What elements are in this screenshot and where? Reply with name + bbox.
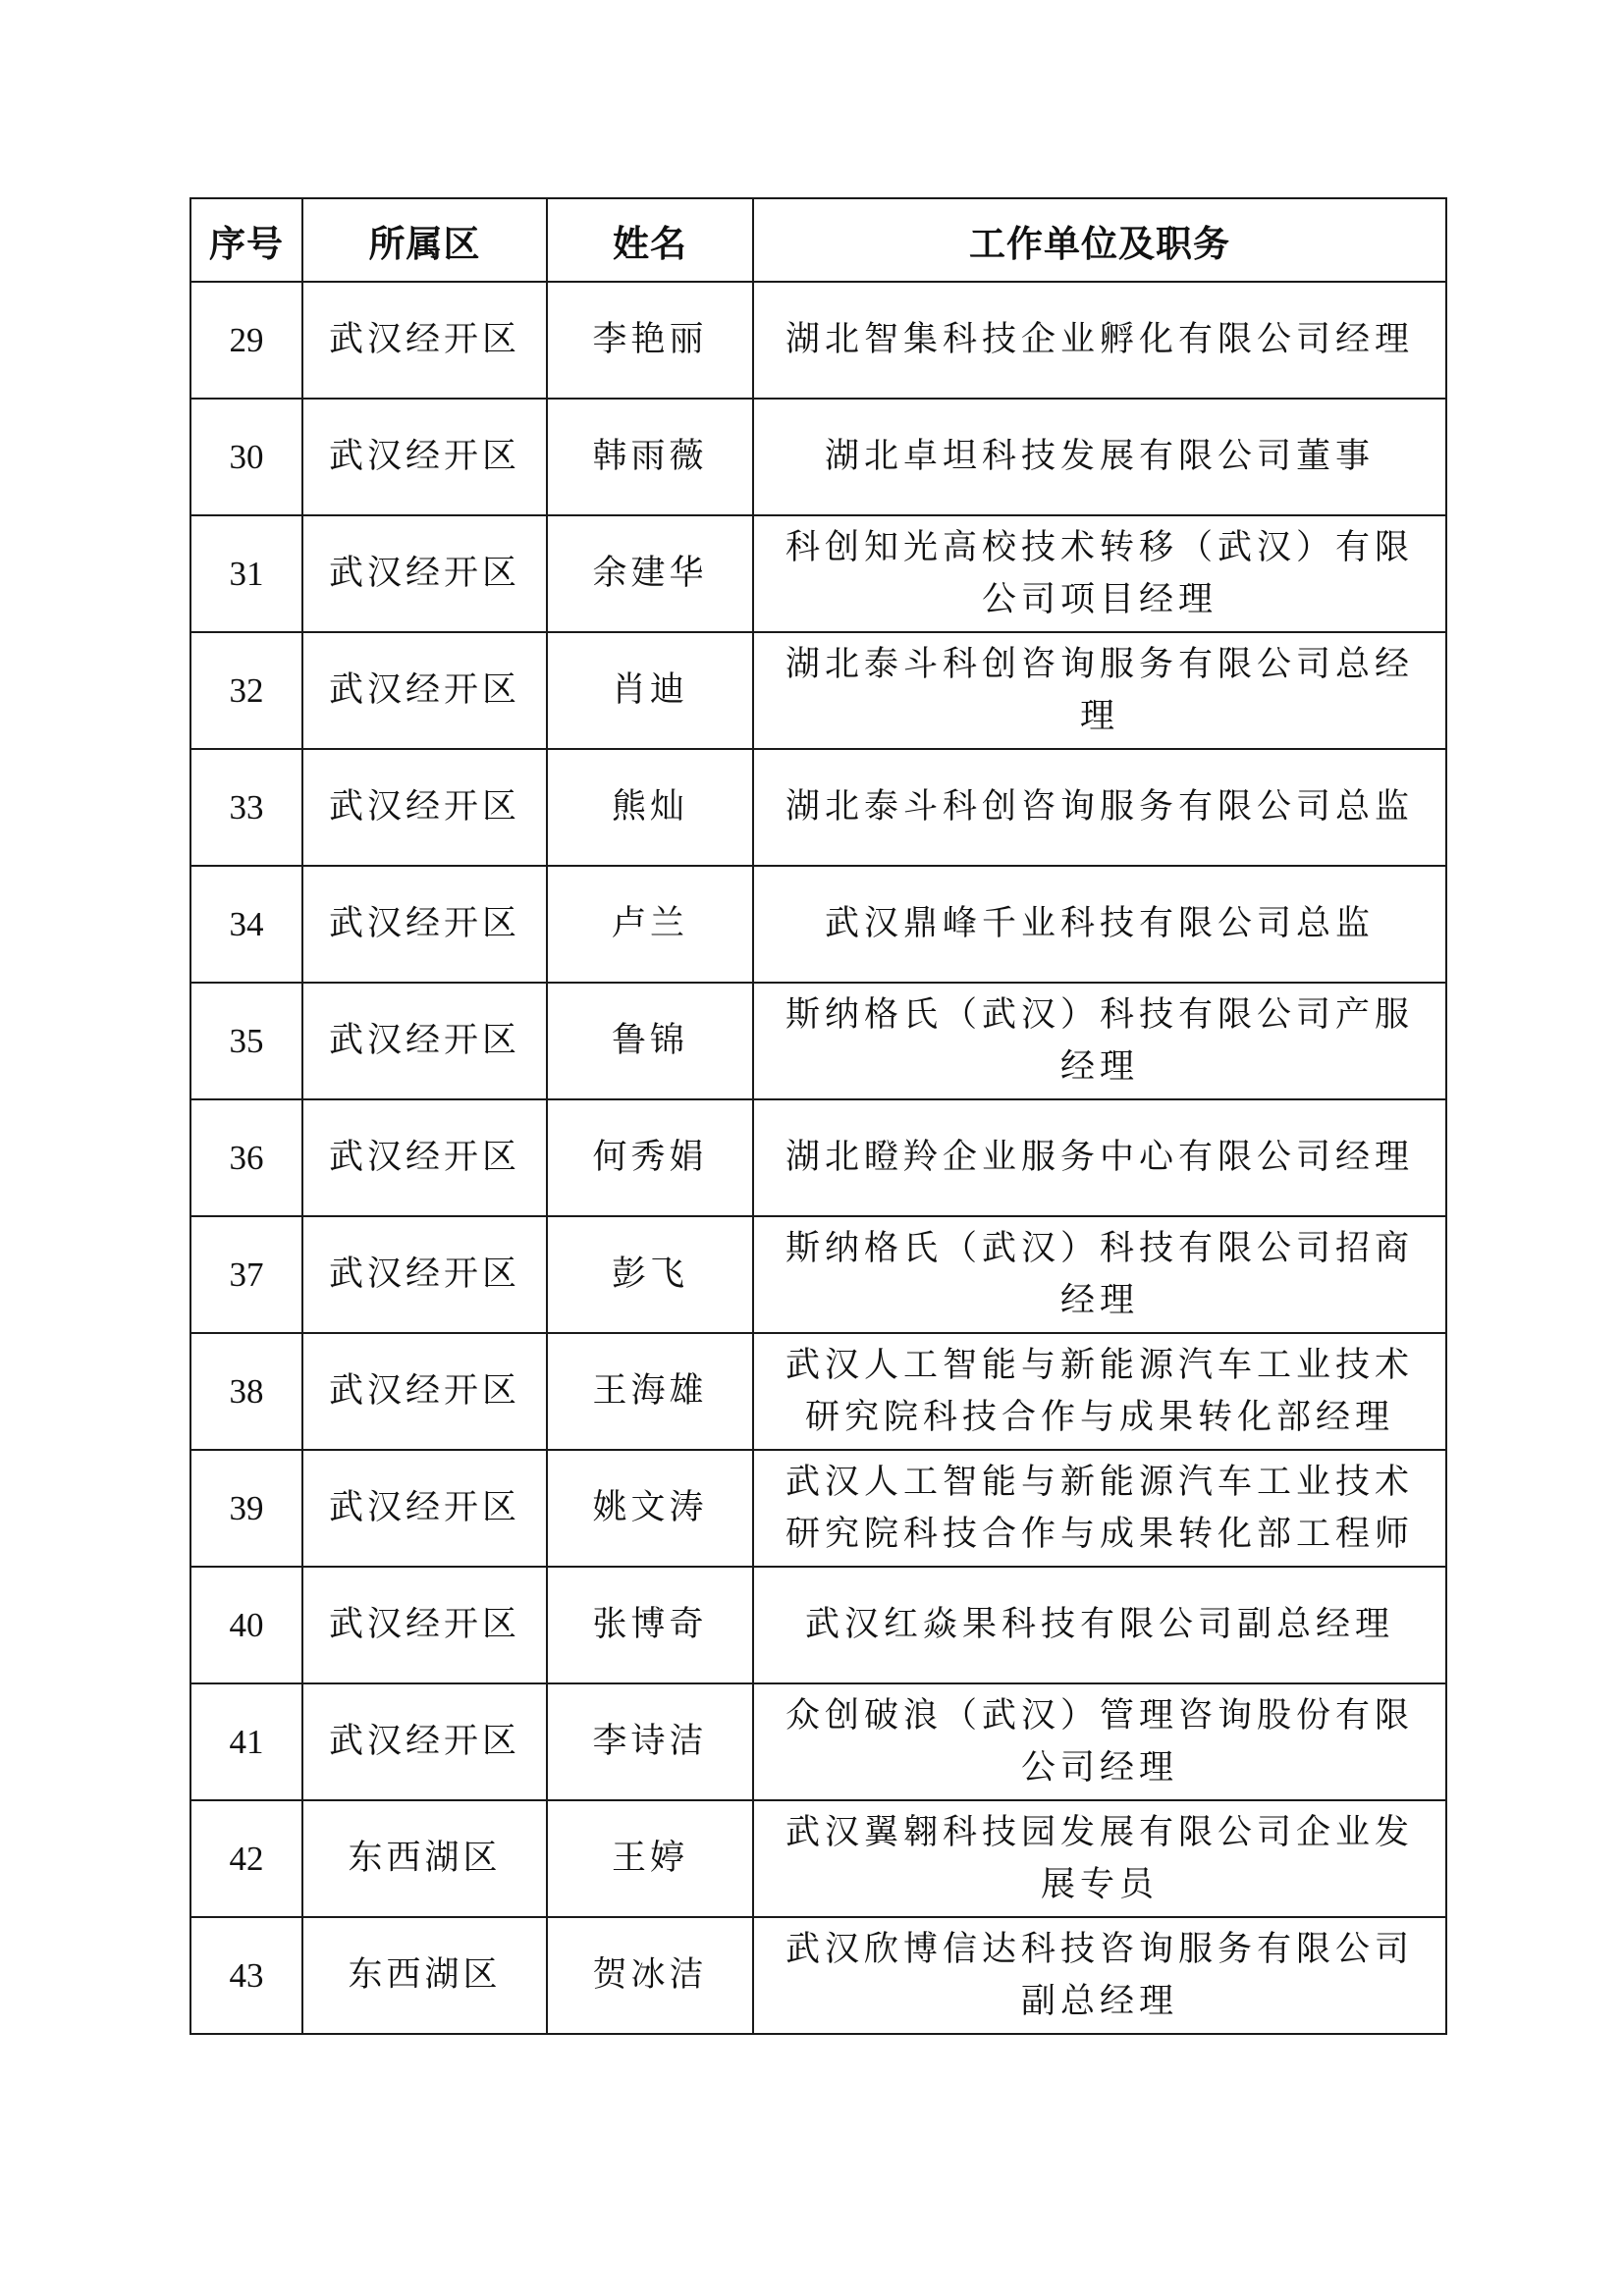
- table-header-row: [190, 198, 1446, 282]
- row-district: 武汉经开区: [302, 1683, 547, 1800]
- row-number: 38: [190, 1333, 302, 1450]
- row-unit: 湖北瞪羚企业服务中心有限公司经理: [753, 1099, 1446, 1216]
- row-district: 武汉经开区: [302, 282, 547, 399]
- row-name: 王婷: [547, 1800, 753, 1917]
- table-row: [190, 749, 1446, 866]
- row-unit: 武汉翼翱科技园发展有限公司企业发展专员: [753, 1800, 1446, 1917]
- row-unit: 武汉人工智能与新能源汽车工业技术研究院科技合作与成果转化部经理: [753, 1333, 1446, 1450]
- row-unit: 武汉欣博信达科技咨询服务有限公司副总经理: [753, 1917, 1446, 2034]
- header-unit: 工作单位及职务: [753, 198, 1446, 282]
- roster-table: [189, 197, 1447, 2035]
- row-district: 武汉经开区: [302, 983, 547, 1099]
- row-unit: 武汉鼎峰千业科技有限公司总监: [753, 866, 1446, 983]
- table-row: [190, 1917, 1446, 2034]
- row-district: 武汉经开区: [302, 749, 547, 866]
- row-district: 武汉经开区: [302, 866, 547, 983]
- row-name: 熊灿: [547, 749, 753, 866]
- header-district: 所属区: [302, 198, 547, 282]
- row-number: 35: [190, 983, 302, 1099]
- row-unit: 湖北泰斗科创咨询服务有限公司总监: [753, 749, 1446, 866]
- row-number: 42: [190, 1800, 302, 1917]
- row-name: 王海雄: [547, 1333, 753, 1450]
- row-name: 张博奇: [547, 1567, 753, 1683]
- row-number: 41: [190, 1683, 302, 1800]
- table-row: [190, 1099, 1446, 1216]
- table-row: [190, 282, 1446, 399]
- row-number: 40: [190, 1567, 302, 1683]
- row-number: 43: [190, 1917, 302, 2034]
- row-district: 武汉经开区: [302, 1216, 547, 1333]
- row-district: 武汉经开区: [302, 1333, 547, 1450]
- table-row: [190, 1216, 1446, 1333]
- row-name: 肖迪: [547, 632, 753, 749]
- row-unit: 湖北智集科技企业孵化有限公司经理: [753, 282, 1446, 399]
- row-district: 东西湖区: [302, 1800, 547, 1917]
- row-district: 东西湖区: [302, 1917, 547, 2034]
- header-name: 姓名: [547, 198, 753, 282]
- row-number: 36: [190, 1099, 302, 1216]
- row-name: 彭飞: [547, 1216, 753, 1333]
- row-number: 34: [190, 866, 302, 983]
- row-unit: 斯纳格氏（武汉）科技有限公司招商经理: [753, 1216, 1446, 1333]
- row-name: 贺冰洁: [547, 1917, 753, 2034]
- row-name: 韩雨薇: [547, 399, 753, 515]
- table-row: [190, 1567, 1446, 1683]
- row-number: 39: [190, 1450, 302, 1567]
- table-row: [190, 1333, 1446, 1450]
- row-number: 29: [190, 282, 302, 399]
- row-district: 武汉经开区: [302, 632, 547, 749]
- table-row: [190, 866, 1446, 983]
- row-name: 姚文涛: [547, 1450, 753, 1567]
- table-row: [190, 632, 1446, 749]
- table-row: [190, 1683, 1446, 1800]
- row-district: 武汉经开区: [302, 515, 547, 632]
- table-body: [190, 282, 1446, 2034]
- table-row: [190, 983, 1446, 1099]
- row-unit: 科创知光高校技术转移（武汉）有限公司项目经理: [753, 515, 1446, 632]
- row-unit: 斯纳格氏（武汉）科技有限公司产服经理: [753, 983, 1446, 1099]
- row-unit: 武汉红焱果科技有限公司副总经理: [753, 1567, 1446, 1683]
- table-row: [190, 1800, 1446, 1917]
- row-unit: 众创破浪（武汉）管理咨询股份有限公司经理: [753, 1683, 1446, 1800]
- row-number: 37: [190, 1216, 302, 1333]
- row-district: 武汉经开区: [302, 1099, 547, 1216]
- row-district: 武汉经开区: [302, 1567, 547, 1683]
- row-name: 卢兰: [547, 866, 753, 983]
- row-unit: 武汉人工智能与新能源汽车工业技术研究院科技合作与成果转化部工程师: [753, 1450, 1446, 1567]
- header-no: 序号: [190, 198, 302, 282]
- table-row: [190, 399, 1446, 515]
- row-district: 武汉经开区: [302, 1450, 547, 1567]
- table-row: [190, 515, 1446, 632]
- row-number: 30: [190, 399, 302, 515]
- row-name: 李诗洁: [547, 1683, 753, 1800]
- row-name: 余建华: [547, 515, 753, 632]
- row-unit: 湖北卓坦科技发展有限公司董事: [753, 399, 1446, 515]
- row-number: 31: [190, 515, 302, 632]
- table-row: [190, 1450, 1446, 1567]
- row-unit: 湖北泰斗科创咨询服务有限公司总经理: [753, 632, 1446, 749]
- row-number: 33: [190, 749, 302, 866]
- row-name: 李艳丽: [547, 282, 753, 399]
- row-name: 鲁锦: [547, 983, 753, 1099]
- row-name: 何秀娟: [547, 1099, 753, 1216]
- row-district: 武汉经开区: [302, 399, 547, 515]
- row-number: 32: [190, 632, 302, 749]
